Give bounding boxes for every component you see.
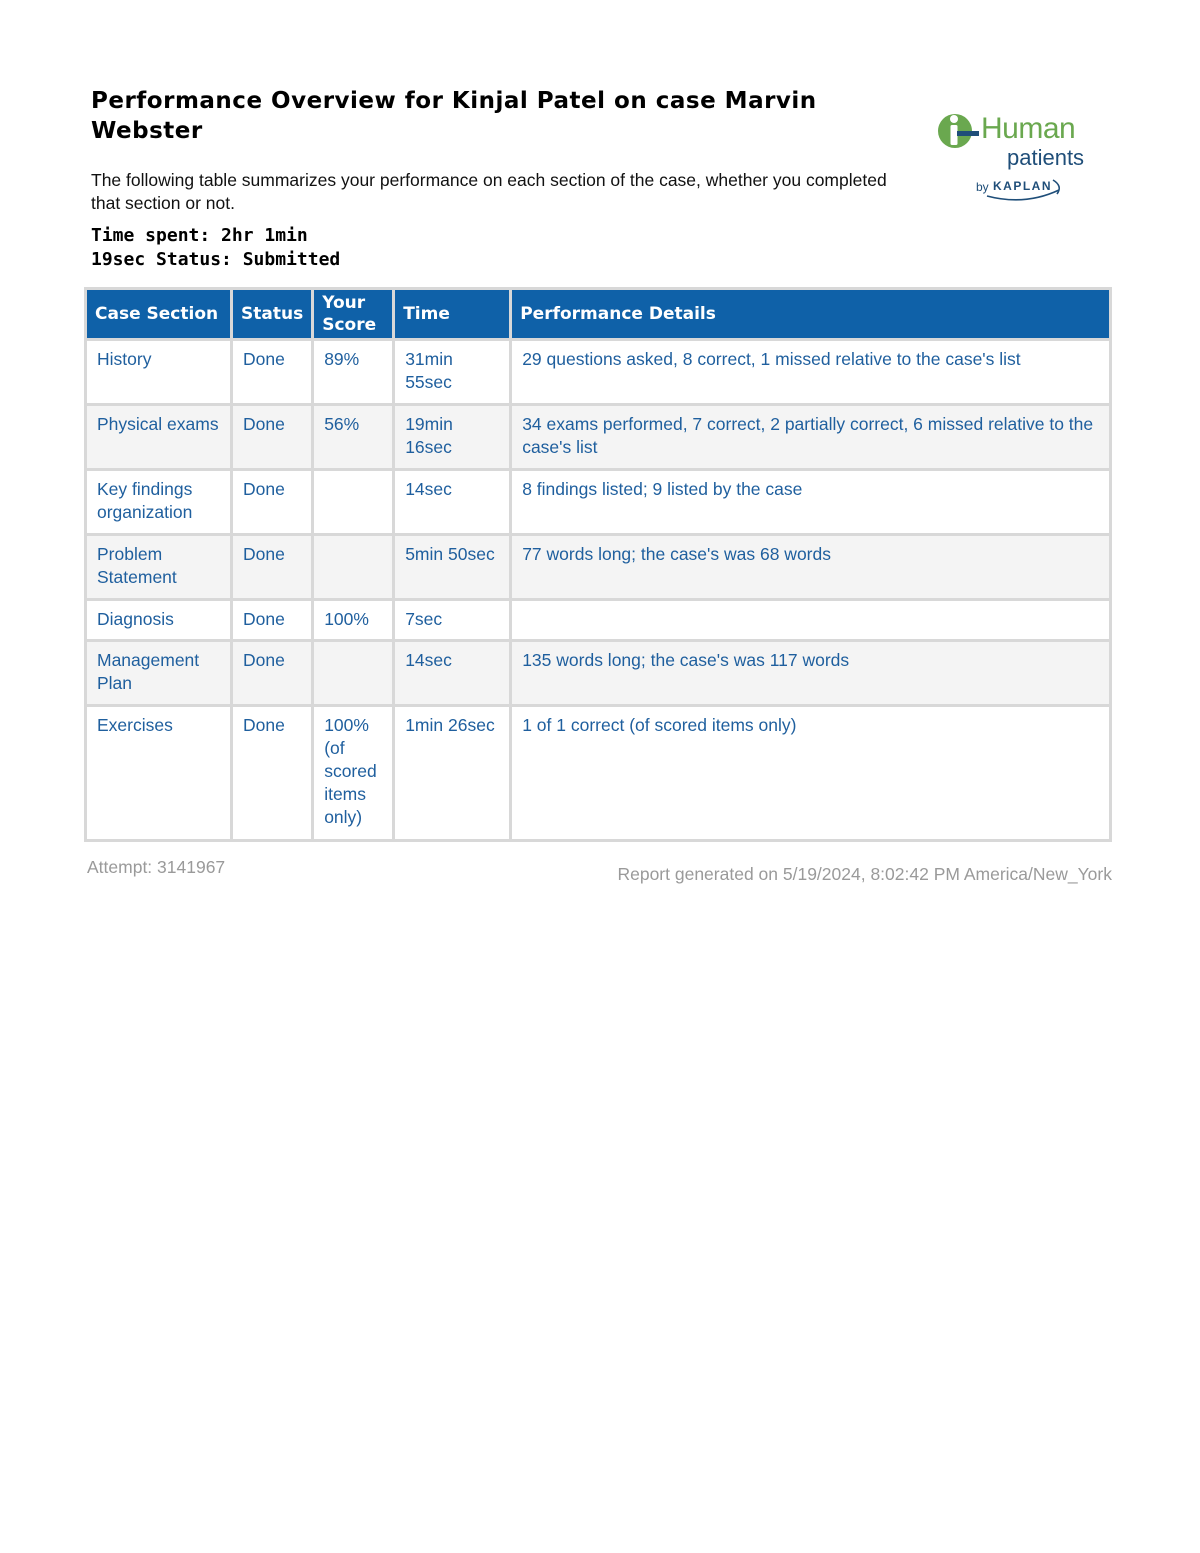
cell-details: 29 questions asked, 8 correct, 1 missed relative to the case's list xyxy=(512,341,1109,403)
logo-by-text: by xyxy=(976,180,989,194)
cell-section: History xyxy=(87,341,230,403)
time-status-block xyxy=(91,224,411,272)
report-title: Performance Overview for Kinjal Patel on case Marvin Webster xyxy=(91,88,817,144)
logo-patients-text: patients xyxy=(1007,145,1085,170)
cell-details: 135 words long; the case's was 117 words xyxy=(512,642,1109,704)
cell-score: 100% (of scored items only) xyxy=(314,707,392,839)
cell-section: Exercises xyxy=(87,707,230,839)
cell-status: Done xyxy=(233,536,311,598)
cell-time: 14sec xyxy=(395,471,509,533)
table-row xyxy=(87,642,1109,704)
cell-details: 8 findings listed; 9 listed by the case xyxy=(512,471,1109,533)
cell-time: 7sec xyxy=(395,601,509,639)
cell-section: Diagnosis xyxy=(87,601,230,639)
cell-score xyxy=(314,471,392,533)
cell-section: Problem Statement xyxy=(87,536,230,598)
cell-status: Done xyxy=(233,707,311,839)
cell-details: 1 of 1 correct (of scored items only) xyxy=(512,707,1109,839)
cell-score xyxy=(314,642,392,704)
cell-details: 34 exams performed, 7 correct, 2 partially correct, 6 missed relative to the case's list xyxy=(512,406,1109,468)
cell-section: Physical exams xyxy=(87,406,230,468)
attempt-id: Attempt: 3141967 xyxy=(87,857,226,877)
table-row xyxy=(87,536,1109,598)
col-header-status: Status xyxy=(233,290,311,338)
cell-time: 14sec xyxy=(395,642,509,704)
cell-status: Done xyxy=(233,471,311,533)
cell-score: 100% xyxy=(314,601,392,639)
table-row xyxy=(87,471,1109,533)
col-header-performance-details: Performance Details xyxy=(512,290,1109,338)
cell-status: Done xyxy=(233,601,311,639)
time-spent-line: Time spent: 2hr 1min xyxy=(91,225,308,246)
cell-section: Key findings organization xyxy=(87,471,230,533)
intro-text: The following table summarizes your performance on each section of the case, whether you completed that section or not. xyxy=(91,170,887,213)
cell-time: 31min 55sec xyxy=(395,341,509,403)
cell-status: Done xyxy=(233,341,311,403)
cell-score: 56% xyxy=(314,406,392,468)
ihuman-logo xyxy=(935,110,1110,205)
table-row xyxy=(87,406,1109,468)
table-row xyxy=(87,341,1109,403)
table-row xyxy=(87,601,1109,639)
logo-kaplan-text: KAPLAN xyxy=(993,179,1052,193)
cell-time: 5min 50sec xyxy=(395,536,509,598)
cell-status: Done xyxy=(233,642,311,704)
cell-time: 1min 26sec xyxy=(395,707,509,839)
status-line: 19sec Status: Submitted xyxy=(91,249,341,270)
cell-score: 89% xyxy=(314,341,392,403)
table-row xyxy=(87,707,1109,839)
col-header-time: Time xyxy=(395,290,509,338)
cell-details: 77 words long; the case's was 68 words xyxy=(512,536,1109,598)
cell-time: 19min 16sec xyxy=(395,406,509,468)
performance-table xyxy=(84,287,1112,842)
cell-score xyxy=(314,536,392,598)
report-generated-timestamp: Report generated on 5/19/2024, 8:02:42 PM America/New_York xyxy=(617,864,1112,884)
col-header-score: Your Score xyxy=(314,290,392,338)
cell-section: Management Plan xyxy=(87,642,230,704)
col-header-case-section: Case Section xyxy=(87,290,230,338)
logo-human-text: Human xyxy=(981,112,1076,145)
table-header-row xyxy=(87,290,1109,338)
cell-details xyxy=(512,601,1109,639)
kaplan-swoosh-icon xyxy=(935,110,1110,205)
cell-status: Done xyxy=(233,406,311,468)
